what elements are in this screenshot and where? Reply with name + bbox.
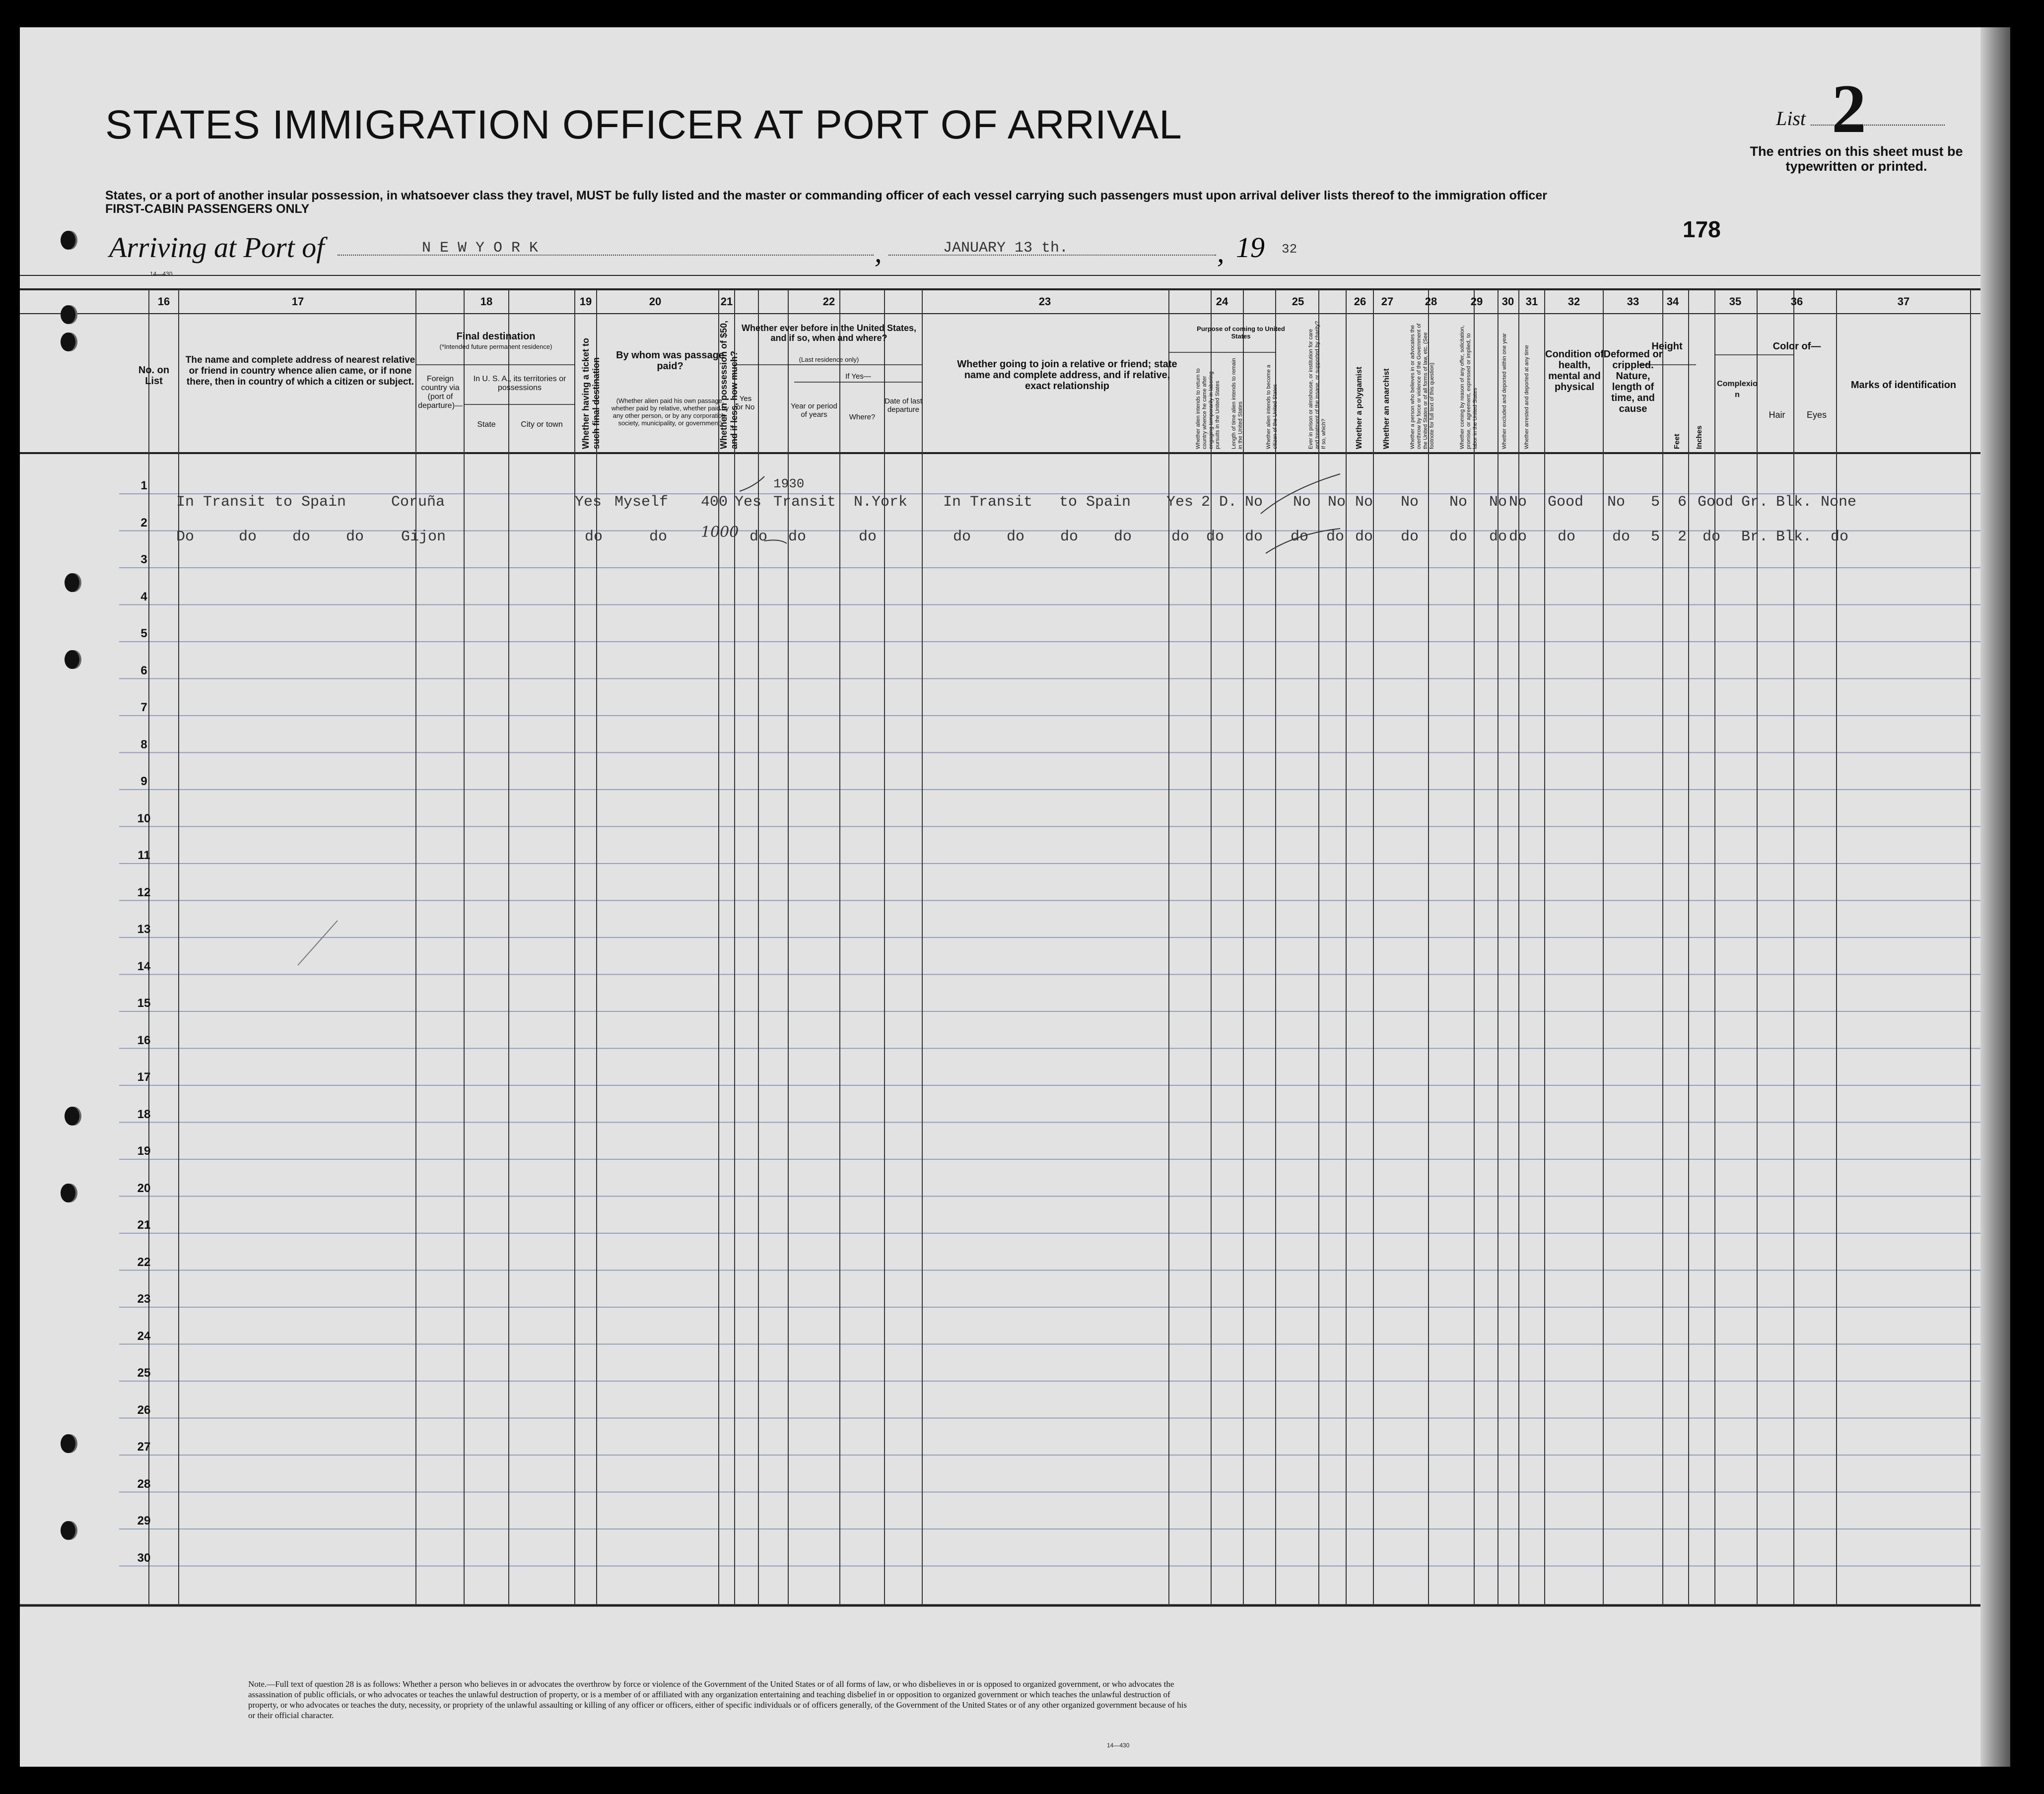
column-number: 35 — [1729, 295, 1742, 308]
row2-inches: 2 — [1678, 529, 1687, 545]
row-number: 5 — [140, 627, 147, 640]
col27-label: Whether an anarchist — [1382, 368, 1391, 449]
row1-citizen: No — [1245, 494, 1263, 511]
binder-hole — [61, 332, 75, 351]
row-number: 26 — [137, 1403, 151, 1417]
col16-label: No. on List — [138, 365, 170, 387]
row-number: 7 — [140, 701, 147, 714]
row1-where: N.York — [854, 494, 908, 511]
row1-marks: None — [1821, 494, 1857, 511]
row-number: 22 — [137, 1255, 151, 1269]
col21-label: Whether in possession of $50, and if less, how much? — [719, 320, 739, 449]
row-number: 10 — [137, 811, 151, 825]
column-number: 37 — [1897, 295, 1910, 308]
form-code-top: 14—430 — [150, 270, 173, 277]
col18-foreign: Foreign country via (port of departure)— — [418, 375, 463, 410]
row1-complexion: Good — [1698, 494, 1734, 511]
row-number: 11 — [137, 849, 150, 862]
row1-passage: Myself — [614, 494, 669, 511]
arriving-label: Arriving at Port of — [109, 231, 325, 264]
column-number: 27 — [1381, 295, 1394, 308]
row-number: 9 — [140, 775, 147, 788]
comma-2: , — [1217, 236, 1225, 268]
column-number: 24 — [1216, 295, 1228, 308]
col20-label: By whom was passage paid? — [616, 350, 724, 372]
row1-money: 400 — [701, 494, 728, 511]
col36-label: Color of— — [1772, 341, 1821, 352]
row1-q31: No — [1509, 494, 1527, 511]
row2-marks: do — [1831, 529, 1849, 545]
row-number: 28 — [137, 1477, 151, 1491]
column-number: 34 — [1666, 295, 1679, 308]
col36-hair: Hair — [1769, 410, 1785, 420]
row1-q30: No — [1489, 494, 1507, 511]
list-label: List — [1776, 107, 1806, 130]
row-number: 15 — [137, 997, 151, 1010]
col22-note: (Last residence only) — [799, 356, 859, 363]
table-grid — [20, 27, 2000, 1767]
row2-foreign-port: Gijon — [401, 529, 446, 545]
row2-joining: do do do do — [953, 529, 1132, 545]
row1-foreign-port: Coruña — [391, 494, 445, 511]
column-number: 29 — [1470, 295, 1483, 308]
binder-hole — [65, 650, 79, 669]
column-number: 25 — [1292, 295, 1304, 308]
row2-where: do — [859, 529, 877, 545]
col33-label: Deformed or crippled. Nature, length of time, and cause — [1603, 349, 1663, 414]
col22-label: Whether ever before in the United States, and if so, when and where? — [741, 323, 917, 343]
row-number: 19 — [137, 1144, 151, 1158]
column-number: 28 — [1425, 295, 1437, 308]
row2-q29: do — [1449, 529, 1468, 545]
row-number: 14 — [137, 959, 151, 973]
col37-label: Marks of identification — [1850, 380, 1957, 391]
row2-health: do — [1558, 529, 1576, 545]
form-code-bottom: 14—430 — [1107, 1742, 1130, 1749]
col23-label: Whether going to join a relative or friend; state name and complete address, and if relative, exact relationship — [957, 359, 1177, 392]
row1-prison: No — [1293, 494, 1311, 511]
col30-label: Whether excluded and deported within one year — [1501, 333, 1507, 449]
year-prefix: 19 — [1236, 231, 1265, 264]
entries-note: The entries on this sheet must be typewritten or printed. — [1750, 144, 1963, 174]
row1-ticket: Yes — [575, 494, 602, 511]
comma: , — [875, 236, 882, 268]
row2-q31: do — [1509, 529, 1527, 545]
col36-eyes: Eyes — [1806, 410, 1827, 420]
row1-hair: Gr. — [1741, 494, 1769, 511]
binder-hole — [61, 305, 75, 324]
col35-label: Complexion — [1717, 380, 1758, 399]
row2-eyes: Blk. — [1776, 529, 1812, 545]
col24-sub-b: Length of time alien intends to remain in the United States — [1231, 358, 1243, 449]
column-number: 36 — [1790, 295, 1803, 308]
binder-hole — [61, 231, 75, 250]
column-number: 17 — [291, 295, 304, 308]
row-number: 24 — [137, 1329, 151, 1343]
col22-where: Where? — [849, 413, 876, 421]
row1-year-before: 1930 — [773, 476, 805, 491]
column-number: 30 — [1501, 295, 1514, 308]
column-number: 22 — [822, 295, 835, 308]
row1-eyes: Blk. — [1776, 494, 1812, 511]
col18-label: Final destination — [456, 331, 536, 342]
row-number: 21 — [137, 1218, 151, 1232]
date-value: JANUARY 13 th. — [943, 240, 1069, 257]
col34-label: Height — [1651, 341, 1683, 352]
col28-label: Whether a person who believes in or advocates the overthrow by force or violence of the Government of the United States or of all forms of law, etc. (See footnote for full text of this question) — [1410, 323, 1435, 449]
row-number: 17 — [137, 1070, 151, 1084]
row-number: 20 — [137, 1181, 151, 1195]
page-title: STATES IMMIGRATION OFFICER AT PORT OF ARRIVAL — [105, 102, 1182, 147]
col24-sub-a: Whether alien intends to return to country whence he came after engaging temporarily in laboring pursuits in the United States — [1195, 368, 1221, 449]
column-number: 20 — [649, 295, 662, 308]
manifest-sheet — [20, 27, 2000, 1767]
footnote: Note.—Full text of question 28 is as follows: Whether a person who believes in or advocates the overthrow by force or violence of the Government of the United States or of all forms of law, or who disbelieves in or is opposed to organized government, or who advocates the assassination of public officials, or who advocates or teaches the unlawful destruction of property, or is a member of or affiliated with any organization entertaining and teaching disbelief in or opposition to organized government or which teaches the unlawful destruction of property, or who advocates or teaches the duty, necessity, or propriety of the unlawful assaulting or killing of any officer or officers, either of specific individuals or of officers generally, of the Government of the United States or of any other organized government because of his or their official character. — [248, 1679, 1187, 1720]
col18-city: City or town — [521, 420, 563, 429]
col22-ifyes: If Yes— — [845, 372, 871, 381]
row2-polygamist: do — [1326, 529, 1345, 545]
row2-purpose: do — [1171, 529, 1190, 545]
row-number: 12 — [137, 885, 151, 899]
handwritten-tick-2 — [764, 540, 787, 543]
column-number: 23 — [1038, 295, 1051, 308]
col17-label: The name and complete address of nearest relative or friend in country whence alien came, or if none there, then in country of which a citizen or subject. — [185, 355, 415, 387]
row2-ever-before: do — [749, 529, 768, 545]
column-number: 32 — [1567, 295, 1580, 308]
column-number: 33 — [1627, 295, 1639, 308]
row2-q30: do — [1489, 529, 1507, 545]
port-value: N E W Y O R K — [422, 240, 539, 257]
col34-inches: Inches — [1695, 425, 1703, 449]
col31-label: Whether arrested and deported at any time — [1524, 345, 1530, 449]
row-number: 30 — [137, 1551, 151, 1565]
column-number: 19 — [579, 295, 592, 308]
row-number: 23 — [137, 1292, 151, 1306]
row-number: 16 — [137, 1033, 151, 1047]
stray-mark — [298, 921, 338, 965]
sheet-edge — [1980, 27, 2010, 1767]
col25-label: Ever in prison or almshouse, or institution for care and treatment of the insane, or supported by charity? If so, which? — [1308, 321, 1327, 449]
row1-q28: No — [1401, 494, 1419, 511]
row1-relative: In Transit to Spain — [176, 494, 346, 511]
row2-q28: do — [1401, 529, 1419, 545]
column-number: 31 — [1525, 295, 1538, 308]
serial-number: 178 — [1683, 216, 1721, 242]
binder-hole — [65, 1107, 79, 1126]
row-number: 8 — [140, 737, 147, 751]
column-number: 16 — [157, 295, 170, 308]
binder-hole — [61, 1184, 75, 1202]
row1-year-col: Transit — [773, 494, 836, 511]
column-number: 18 — [480, 295, 493, 308]
row-number: 2 — [140, 516, 147, 530]
row-number: 13 — [137, 923, 151, 936]
row2-relative: Do do do do — [176, 529, 364, 545]
row2-hair: Br. — [1741, 529, 1769, 545]
col24-sub-c: Whether alien intends to become a citizen of the United States — [1266, 365, 1278, 449]
subtitle-line: States, or a port of another insular possession, in whatsoever class they travel, MUST be fully listed and the master or commanding officer of each vessel carrying such passengers must upon arrival deliver lists thereof to the immigration officer — [105, 189, 1547, 202]
row2-complexion: do — [1703, 529, 1721, 545]
row1-purpose: Yes — [1166, 494, 1194, 511]
column-number: 26 — [1354, 295, 1366, 308]
row1-anarchist: No — [1355, 494, 1373, 511]
row-number: 1 — [140, 479, 147, 492]
row-number: 4 — [140, 590, 147, 603]
row2-passage: do — [649, 529, 668, 545]
col22-date: Date of last departure — [885, 397, 922, 414]
row1-polygamist: No — [1328, 494, 1346, 511]
col18-state: State — [477, 420, 496, 429]
row1-inches: 6 — [1678, 494, 1687, 511]
col32-label: Condition of health, mental and physical — [1545, 349, 1604, 393]
binder-hole — [61, 1434, 75, 1453]
row2-year-col: do — [788, 529, 807, 545]
row1-length: 2 D. — [1201, 494, 1237, 511]
col34-feet: Feet — [1673, 434, 1681, 449]
row-number: 6 — [140, 664, 147, 677]
list-number: 2 — [1832, 70, 1866, 147]
col22-yesno: Yes or No — [736, 395, 755, 411]
cabin-class: FIRST-CABIN PASSENGERS ONLY — [105, 202, 310, 216]
row2-deformed: do — [1612, 529, 1631, 545]
row-number: 18 — [137, 1107, 151, 1121]
col24-label: Purpose of coming to United States — [1197, 325, 1285, 340]
row1-feet: 5 — [1651, 494, 1660, 511]
row1-q29: No — [1449, 494, 1468, 511]
row2-prison: do — [1291, 529, 1309, 545]
row2-length: do — [1206, 529, 1225, 545]
row2-citizen: do — [1245, 529, 1263, 545]
row2-ticket: do — [585, 529, 603, 545]
col18-note: (*Intended future permanent residence) — [439, 343, 552, 350]
row2-money: 1000 — [701, 524, 739, 541]
row-number: 27 — [137, 1440, 151, 1454]
year-suffix: 32 — [1282, 242, 1297, 257]
handwritten-tick-1 — [740, 476, 764, 491]
row2-feet: 5 — [1651, 529, 1660, 545]
row1-joining: In Transit to Spain — [943, 494, 1131, 511]
col26-label: Whether a polygamist — [1355, 366, 1363, 449]
row1-deformed: No — [1607, 494, 1626, 511]
col18-usa: In U. S. A., its territories or possessions — [473, 375, 566, 392]
row2-anarchist: do — [1355, 529, 1373, 545]
col22-year: Year or period of years — [791, 402, 837, 419]
col20-note: (Whether alien paid his own passage, whether paid by relative, whether paid by any other person, or by any corporation, society, municipality, or government) — [611, 397, 729, 427]
row1-health: Good — [1548, 494, 1584, 511]
row-number: 25 — [137, 1366, 151, 1380]
col29-label: Whether coming by reason of any offer, solicitation, promise, or agreement, expressed or implied, to labor in the United States — [1459, 325, 1478, 449]
col19-label: Whether having a ticket to such final destination — [581, 337, 601, 449]
column-number: 21 — [720, 295, 733, 308]
row-number: 29 — [137, 1514, 151, 1528]
row1-ever-before: Yes — [735, 494, 762, 511]
binder-hole — [65, 573, 79, 592]
row-number: 3 — [140, 553, 147, 566]
binder-hole — [61, 1521, 75, 1540]
